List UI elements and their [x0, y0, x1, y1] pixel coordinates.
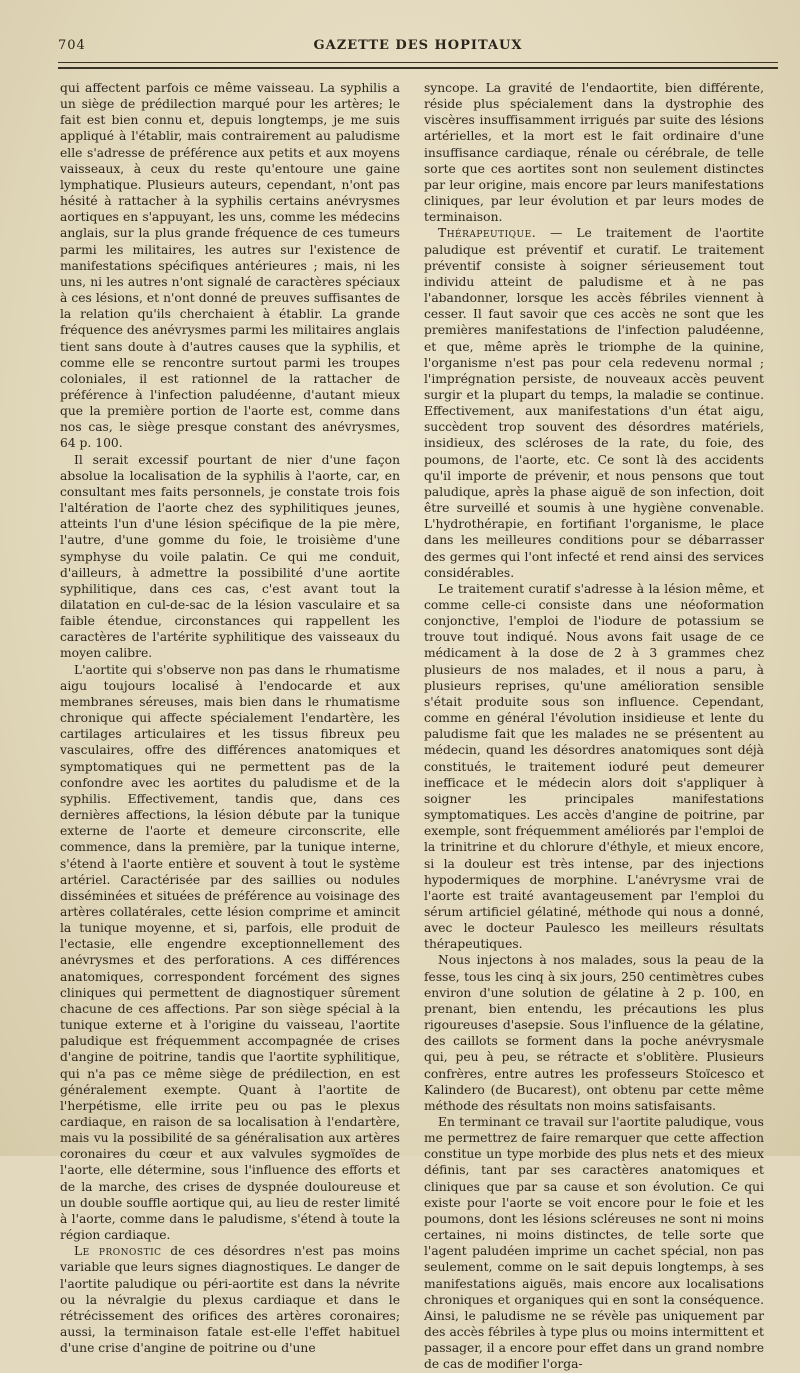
journal-title: GAZETTE DES HOPITAUX — [313, 38, 523, 53]
page-number: 704 — [58, 38, 86, 53]
paragraph: Le traitement curatif s'adresse à la lésion même, et comme celle-ci consiste dans une néoformation conjonctive, l'emploi de l'iodure de potassium se trouve tout indiqué. Nous avons fait usage de ce médicament à la dose de 2 à 3 grammes chez plusieurs de nos malades, et il nous a paru, à plusieurs reprises, qu'une amélioration sensible s'était produite sous son influence. Cependant, comme en général l'évolution insidieuse et lente du paludisme fait que les malades ne se présentent au médecin, quand les désordres anatomiques sont déjà constitués, le traitement ioduré peut demeurer inefficace et le médecin alors doit s'appliquer à soigner les principales manifestations symptomatiques. Les accès d'angine de poitrine, par exemple, sont fréquemment améliorés par l'emploi de la trinitrine et du chlorure d'éthyle, et mieux encore, si la douleur est très intense, par des injections hypodermiques de morphine. L'anévrysme vrai de l'aorte est traité avantageusement par l'emploi du sérum artificiel gélatiné, méthode qui nous a donné, avec le docteur Paulesco les meilleurs résultats thérapeutiques. — [424, 581, 764, 952]
header-rule-thick — [58, 67, 778, 69]
right-column — [424, 80, 764, 1373]
paragraph-pronostic — [60, 1243, 400, 1356]
section-label: Le pronostic — [74, 1244, 162, 1259]
paragraph: En terminant ce travail sur l'aortite paludique, vous me permettrez de faire remarquer que cette affection constitue un type morbide des plus nets et des mieux définis, tant par ses caractères anatomiques et cliniques que par sa cause et son évolution. Ce qui existe pour l'aorte se voit encore pour le foie et les poumons, dont les lésions scléreuses ne sont ni moins certaines, ni moins distinctes, de telle sorte que l'agent paludéen imprime un cachet spécial, non pas seulement, comme on le sait depuis longtemps, à ses manifestations aiguës, mais encore aux localisations chroniques et organiques qui en sont la conséquence. Ainsi, le paludisme ne se révèle pas uniquement par des accès fébriles à type plus ou moins intermittent et passager, il a encore pour effet dans un grand nombre de cas de modifier l'orga- — [424, 1115, 764, 1372]
page-header — [58, 38, 778, 62]
paragraph-text: — Le traitement de l'aortite paludique est préventif et curatif. Le traitement préventif consiste à soigner sérieusement tout individu atteint de paludisme et à ne pas l'abandonner, lorsque les accès fébriles viennent à cesser. Il faut savoir que ces accès ne sont que les premières manifestations de l'infection paludéenne, et que, même après le triomphe de la quinine, l'organisme n'est pas pour cela redevenu normal ; l'imprégnation persiste, de nouveaux accès peuvent surgir et la plupart du temps, la maladie se continue. Effectivement, aux manifestations d'un état aigu, succèdent trop souvent des désordres matériels, insidieux, des scléroses de la rate, du foie, des poumons, de l'aorte, etc. Ce sont là des accidents qu'il importe de prévenir, et nous pensons que tout paludique, après la phase aiguë de son infection, doit être surveillé et soumis à une hygiène convenable. L'hydrothérapie, en fortifiant l'organisme, le place dans les meilleures conditions pour se débarrasser des germes qui l'ont infecté et rend ainsi des services considérables. — [424, 226, 764, 580]
left-column — [60, 80, 400, 1356]
paragraph: Il serait excessif pourtant de nier d'une façon absolue la localisation de la syphilis à l'aorte, car, en consultant mes faits personnels, je constate trois fois l'altération de l'aorte chez des syphilitiques jeunes, atteints l'un d'une lésion spécifique de la pie mère, l'autre, d'une gomme du foie, le troisième d'une symphyse du voile palatin. Ce qui me conduit, d'ailleurs, à admettre la possibilité d'une aortite syphilitique, dans ces cas, c'est avant tout la dilatation en cul-de-sac de la lésion vasculaire et sa faible étendue, circonstances qui rappellent les caractères de l'artérite syphilitique des vaisseaux du moyen calibre. — [60, 452, 400, 661]
paragraph: Nous injectons à nos malades, sous la peau de la fesse, tous les cinq à six jours, 250 centimètres cubes environ d'une solution de gélatine à 2 p. 100, en prenant, bien entendu, les précautions les plus rigoureuses d'asepsie. Sous l'influence de la gélatine, des caillots se forment dans la poche anévrysmale qui, peu à peu, se rétracte et s'oblitère. Plusieurs confrères, entre autres les professeurs Stoïcesco et Kalindero (de Bucarest), ont obtenu par cette même méthode des résultats non moins satisfaisants. — [424, 953, 764, 1113]
paragraph: qui affectent parfois ce même vaisseau. La syphilis a un siège de prédilection marqué pour les artères; le fait est bien connu et, depuis longtemps, je me suis appliqué à l'établir, mais contrairement au paludisme elle s'adresse de préférence aux petits et aux moyens vaisseaux, à ceux du reste qu'entoure une gaine lymphatique. Plusieurs auteurs, cependant, n'ont pas hésité à rattacher à la syphilis certains anévrysmes aortiques en s'appuyant, les uns, comme les médecins anglais, sur la plus grande fréquence de ces tumeurs parmi les militaires, les autres sur l'existence de manifestations spécifiques antérieures ; mais, ni les uns, ni les autres n'ont signalé de caractères spéciaux à ces lésions, et n'ont donné de preuves suffisantes de la relation qu'ils cherchaient à établir. La grande fréquence des anévrysmes parmi les militaires anglais tient sans doute à d'autres causes que la syphilis, et comme elle se rencontre surtout parmi les troupes coloniales, il est rationnel de la rattacher de préférence à l'infection paludéenne, d'autant mieux que la première portion de l'aorte est, comme dans nos cas, le siège presque constant des anévrysmes, 64 p. 100. — [60, 81, 400, 451]
section-label: Thérapeutique. — [438, 226, 537, 241]
header-rule-thin — [58, 62, 778, 63]
paragraph: L'aortite qui s'observe non pas dans le rhumatisme aigu toujours localisé à l'endocarde et aux membranes séreuses, mais bien dans le rhumatisme chronique qui affecte spécialement l'endartère, les cartilages articulaires et les tissus fibreux peu vasculaires, offre des différences anatomiques et symptomatiques qui ne permettent pas de la confondre avec les aortites du paludisme et de la syphilis. Effectivement, tandis que, dans ces dernières affections, la lésion débute par la tunique externe de l'aorte et demeure circonscrite, elle commence, dans la première, par la tunique interne, s'étend à l'aorte entière et souvent à tout le système artériel. Caractérisée par des saillies ou nodules disséminées et situées de préférence au voisinage des artères collatérales, cette lésion comprime et amincit la tunique moyenne, et si, parfois, elle produit de l'ectasie, elle engendre exceptionnellement des anévrysmes et des perforations. A ces différences anatomiques, correspondent forcément des signes cliniques qui permettent de diagnostiquer sûrement chacune de ces affections. Par son siège spécial à la tunique externe et à l'origine du vaisseau, l'aortite paludique est fréquemment accompagnée de crises d'angine de poitrine, tandis que l'aortite syphilitique, qui n'a pas ce même siège de prédilection, en est généralement exempte. Quant à l'aortite de l'herpétisme, elle irrite peu ou pas le plexus cardiaque, en raison de sa localisation à l'endartère, mais vu la possibilité de sa généralisation aux artères coronaires du cœur et aux valvules sygmoïdes de l'aorte, elle détermine, sous l'influence des efforts et de la marche, des crises de dyspnée douloureuse et un double souffle aortique qui, au lieu de rester limité à l'aorte, comme dans le paludisme, s'étend à toute la région cardiaque. — [60, 662, 400, 1243]
paragraph-text: de ces désordres n'est pas moins variable que leurs signes diagnostiques. Le danger de l'aortite paludique ou péri-aortite est dans la névrite ou la névralgie du plexus cardiaque et dans le rétrécissement des orifices des artères coronaires; aussi, la terminaison fatale est-elle l'effet habituel d'une crise d'angine de poitrine ou d'une — [60, 1244, 400, 1356]
paragraph-therapeutique — [424, 225, 764, 580]
paragraph: syncope. La gravité de l'endaortite, bien différente, réside plus spécialement dans la dystrophie des viscères insuffisamment irrigués par suite des lésions artérielles, et la mort est le fait ordinaire d'une insuffisance cardiaque, rénale ou cérébrale, de telle sorte que ces aortites sont non seulement distinctes par leur origine, mais encore par leurs manifestations cliniques, par leur évolution et par leurs modes de terminaison. — [424, 81, 764, 225]
